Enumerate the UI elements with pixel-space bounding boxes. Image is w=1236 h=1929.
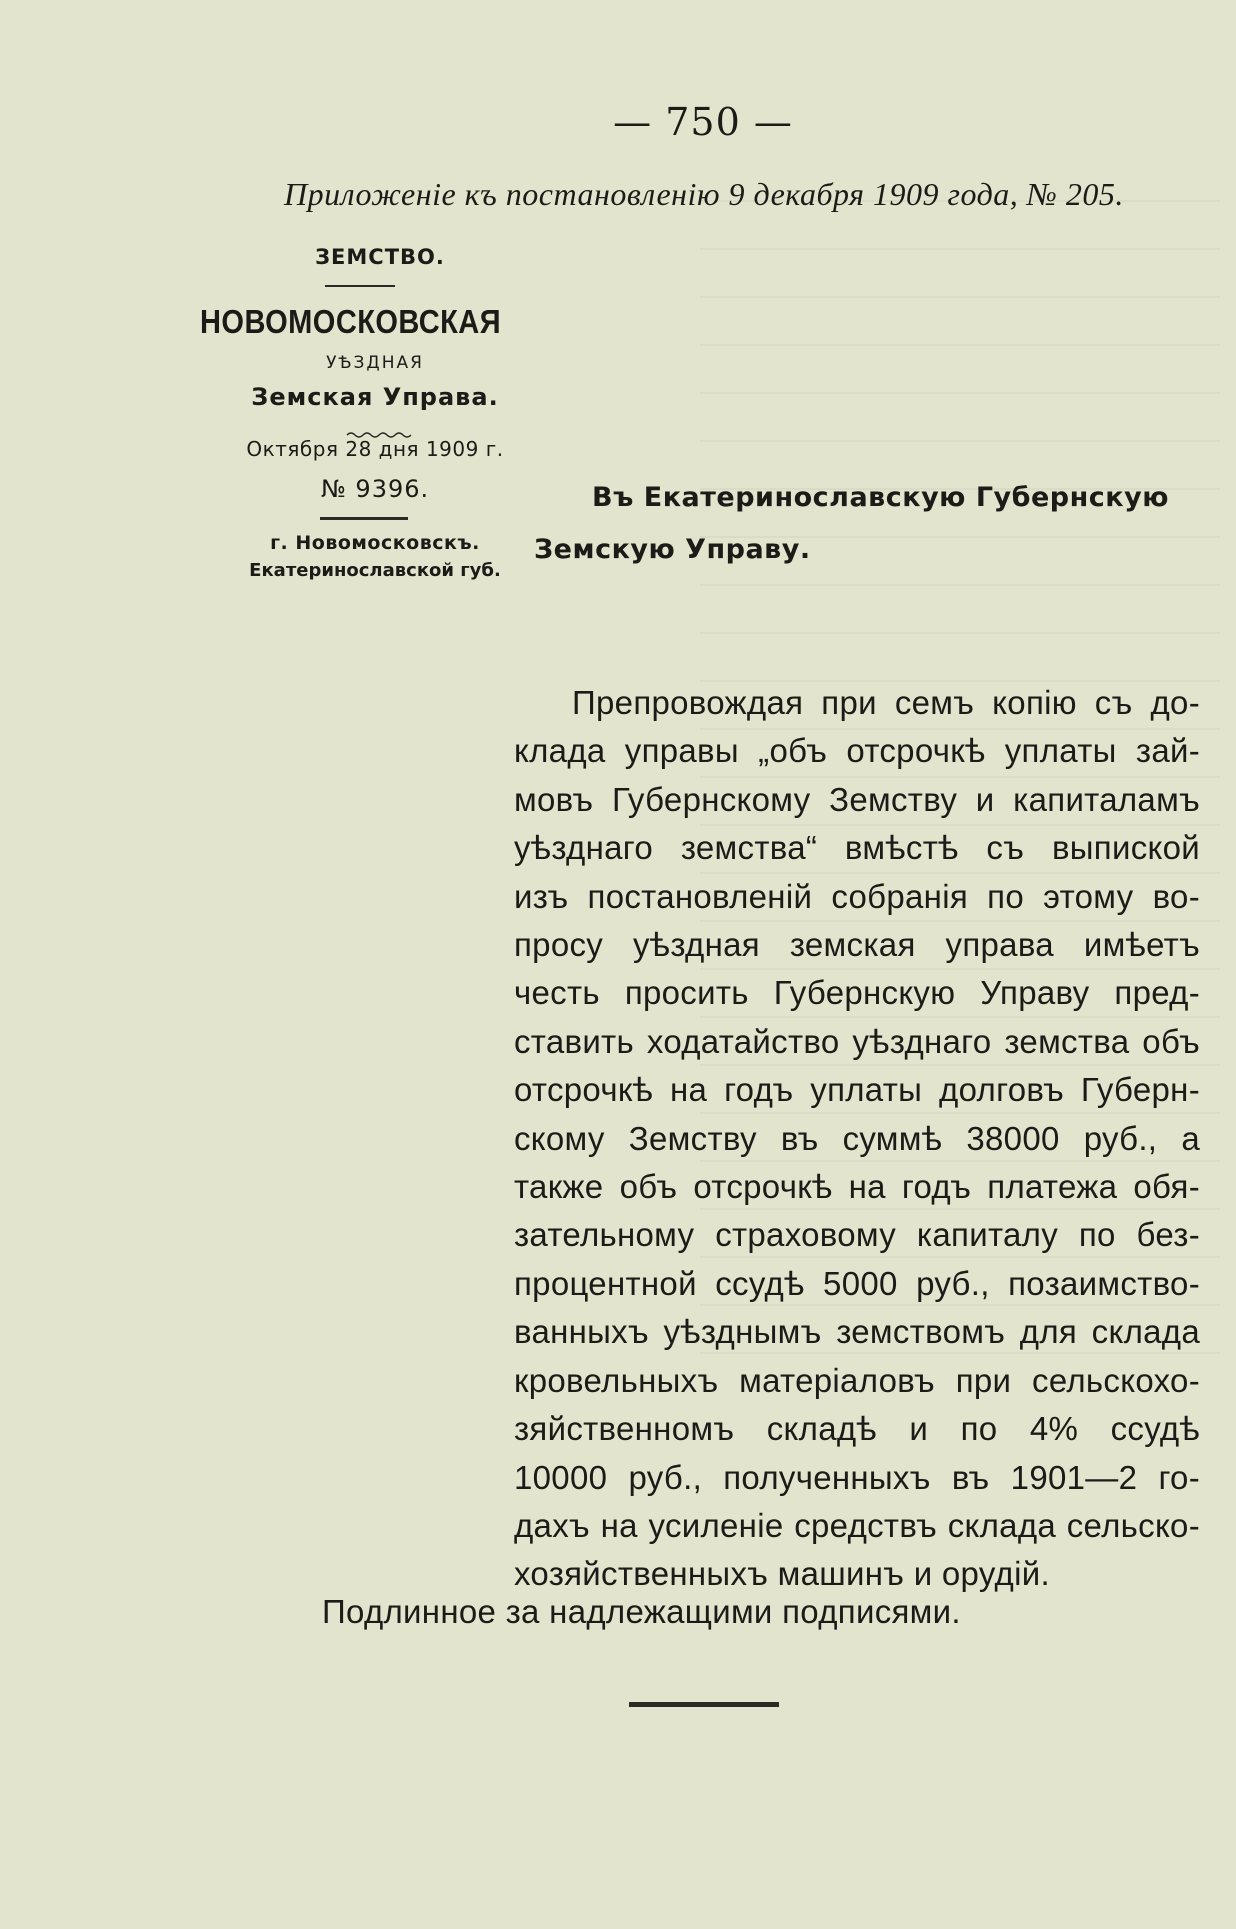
letterhead xyxy=(200,245,530,581)
addressee-line: Земскую Управу. xyxy=(534,534,811,565)
letterhead-divider-bold xyxy=(320,517,408,520)
body-line: кровельныхъ матеріаловъ при сельскохо- xyxy=(514,1361,1200,1399)
flourish-ornament xyxy=(230,425,530,435)
letterhead-date: Октября 28 дня 1909 г. xyxy=(246,437,504,461)
addressee xyxy=(534,472,1169,576)
body-line: ставить ходатайство уѣзднаго земства объ xyxy=(514,1022,1200,1060)
letter-body xyxy=(514,679,1200,1599)
letterhead-org-name: НОВОМОСКОВСКАЯ xyxy=(200,303,502,340)
body-line: хозяйственныхъ машинъ и орудій. xyxy=(514,1555,1050,1593)
body-line: уѣзднаго земства“ вмѣстѣ съ выпиской xyxy=(514,829,1200,867)
body-line: просу уѣздная земская управа имѣетъ xyxy=(514,926,1200,964)
body-line: зяйственномъ складѣ и по 4% ссудѣ xyxy=(514,1410,1200,1448)
body-line: клада управы „объ отсрочкѣ уплаты зай- xyxy=(514,732,1200,770)
body-line: дахъ на усиленіе средствъ склада сельско- xyxy=(514,1506,1200,1544)
body-line: Препровождая при семъ копію съ до- xyxy=(572,684,1200,721)
body-line: ванныхъ уѣзднымъ земствомъ для склада xyxy=(514,1313,1200,1351)
body-line: отсрочкѣ на годъ уплаты долговъ Губерн- xyxy=(514,1071,1200,1109)
letterhead-divider xyxy=(325,285,395,287)
letterhead-zemstvo: ЗЕМСТВО. xyxy=(315,245,445,269)
closing-rule xyxy=(629,1702,779,1707)
letterhead-org-board: Земская Управа. xyxy=(251,383,499,411)
body-line: также объ отсрочкѣ на годъ платежа обя- xyxy=(514,1168,1200,1206)
letterhead-number: № 9396. xyxy=(320,475,430,503)
body-line: скому Земству въ суммѣ 38000 руб., а xyxy=(514,1119,1200,1157)
body-line: процентной ссудѣ 5000 руб., позаимство- xyxy=(514,1264,1200,1302)
body-line: 10000 руб., полученныхъ въ 1901—2 го- xyxy=(514,1458,1200,1496)
signature-note: Подлинное за надлежащими подписями. xyxy=(322,1593,961,1630)
letterhead-province: Екатеринославской губ. xyxy=(249,560,501,581)
body-line: честь просить Губернскую Управу пред- xyxy=(514,974,1200,1012)
page-number: — 750 — xyxy=(613,100,793,144)
addressee-line: Въ Екатеринославскую Губернскую xyxy=(592,482,1169,513)
body-line: мовъ Губернскому Земству и капиталамъ xyxy=(514,780,1200,818)
appendix-note: Приложеніе къ постановленію 9 декабря 1909 года, № 205. xyxy=(284,176,1124,212)
body-line: зательному страховому капиталу по без- xyxy=(514,1216,1200,1254)
body-line: изъ постановленій собранія по этому во- xyxy=(514,877,1200,915)
letterhead-org-type: УѢЗДНАЯ xyxy=(326,353,424,373)
letterhead-city: г. Новомосковскъ. xyxy=(270,532,480,554)
